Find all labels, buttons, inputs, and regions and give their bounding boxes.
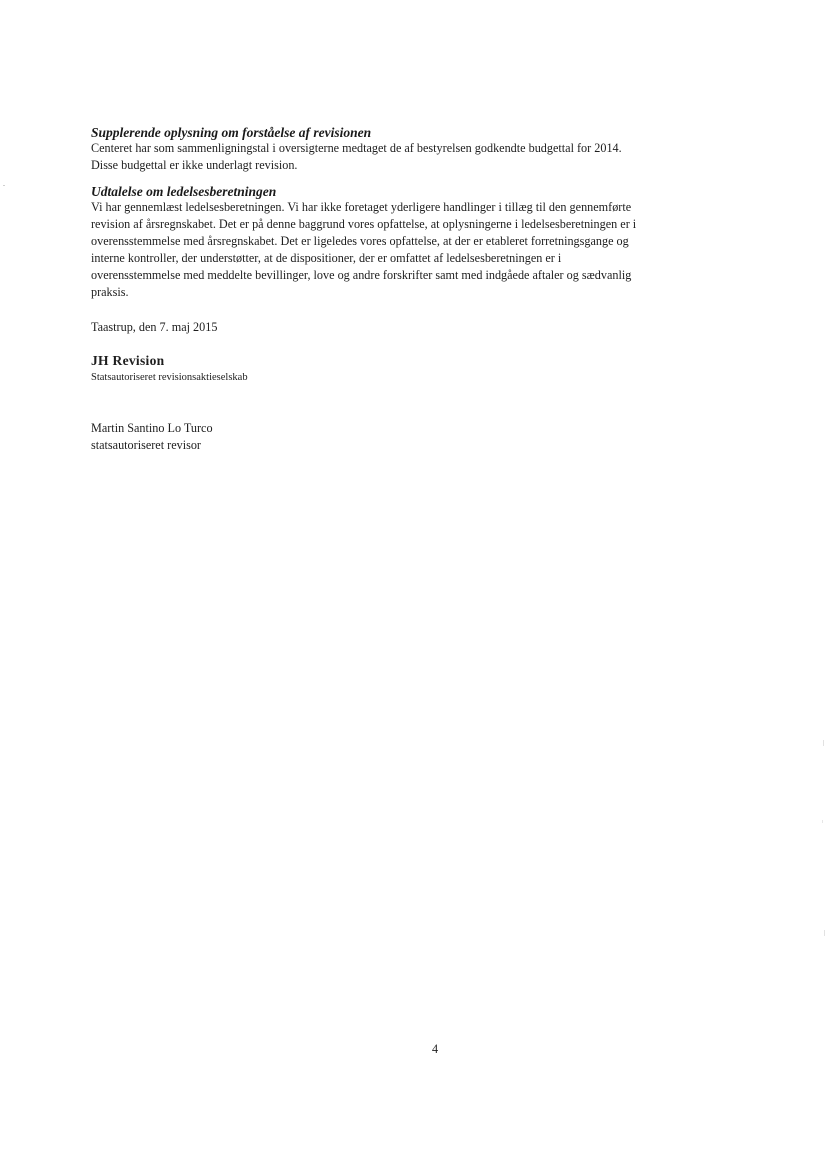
scan-speck	[824, 930, 825, 936]
paragraph-line: Vi har gennemlæst ledelsesberetningen. Vi har ikke foretaget yderligere handlinger i tillæg til den gennemførte	[91, 200, 632, 214]
paragraph-line: Disse budgettal er ikke underlagt revision.	[91, 158, 298, 172]
paragraph-line: praksis.	[91, 285, 129, 299]
firm-name: JH Revision	[91, 353, 165, 368]
section-body-supplementary-info	[91, 140, 731, 174]
page-number: 4	[431, 1042, 439, 1056]
scan-speck	[3, 185, 5, 186]
firm-type: Statsautoriseret revisionsaktieselskab	[91, 372, 248, 383]
signer-name: Martin Santino Lo Turco	[91, 421, 213, 435]
section-body-management-report	[91, 199, 731, 301]
place-and-date: Taastrup, den 7. maj 2015	[91, 320, 218, 334]
section-heading-supplementary-info: Supplerende oplysning om forståelse af revisionen	[91, 125, 372, 140]
scan-speck	[822, 820, 823, 823]
paragraph-line: overensstemmelse med årsregnskabet. Det er ligeledes vores opfattelse, at der er etableret forretningsgange og	[91, 234, 629, 248]
paragraph-line: interne kontroller, der understøtter, at de dispositioner, der er omfattet af ledelsesberetningen er i	[91, 251, 562, 265]
signer-title: statsautoriseret revisor	[91, 438, 201, 452]
paragraph-line: Centeret har som sammenligningstal i oversigterne medtaget de af bestyrelsen godkendte budgettal for 2014.	[91, 141, 622, 155]
paragraph-line: overensstemmelse med meddelte bevillinger, love og andre forskrifter samt med indgåede aftaler og sædvanlig	[91, 268, 632, 282]
scan-speck	[823, 740, 824, 746]
paragraph-line: revision af årsregnskabet. Det er på denne baggrund vores opfattelse, at oplysningerne i ledelsesberetningen er i	[91, 217, 637, 231]
section-heading-management-report: Udtalelse om ledelsesberetningen	[91, 184, 277, 199]
